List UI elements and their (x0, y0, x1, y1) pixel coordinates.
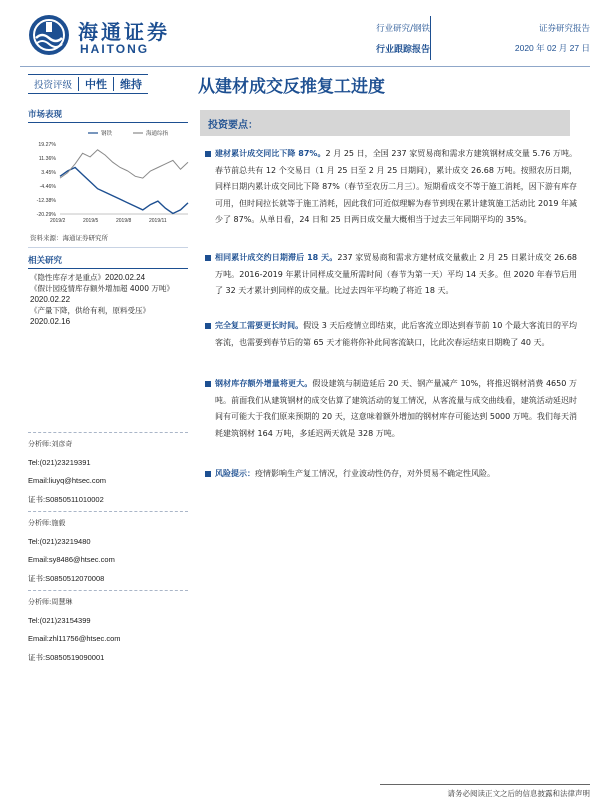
analyst-cert: 证书:S0850519090001 (28, 652, 105, 662)
logo-english: HAITONG (80, 42, 150, 56)
analyst-tel: Tel:(021)23219391 (28, 457, 91, 467)
key-point-lead: 相同累计成交约日期滞后 18 天。 (215, 253, 338, 262)
logo-chinese: 海通证券 (78, 20, 170, 44)
analyst-email[interactable]: Email:zhl11756@htsec.com (28, 634, 121, 643)
related-list (30, 272, 190, 327)
chart-source: 资料来源：海通证券研究所 (30, 234, 108, 242)
related-item-date: 2020.02.24 (105, 273, 146, 282)
analyst-name: 分析师:周慧琳 (28, 598, 73, 606)
related-item[interactable] (30, 305, 190, 327)
rating-action: 维持 (120, 78, 143, 91)
x-tick-label: 2019/11 (149, 218, 167, 224)
key-point-body: 2 月 25 日，全国 237 家贸易商和需求方建筑钢材成交量 5.76 万吨。春节前总共有 12 个交易日（1 月 25 日至 2 月 25 日期间），累计成交 26.68 万吨。按照农历日期，同样日期内累计成交同比下降 87%（春节至农历二月三）。短期看成交不等于施工消耗，因下游有库存可用，但时间拉长就等于施工消耗，因此我们可近似理解为春节到现在累计建筑施工活动比 2019 年减少了 87%。从单日看，24 日和 25 日两日成交量大概相当于过去三年同期平均的 35%。 (215, 149, 577, 224)
key-points-heading: 投资要点： (208, 120, 258, 131)
key-point-paragraph (215, 376, 577, 442)
market-heading: 市场表现 (28, 110, 63, 120)
section-rule (28, 268, 188, 269)
section-rule (28, 247, 188, 248)
series-line (60, 150, 188, 178)
header-rule (20, 66, 590, 67)
haitong-logo-icon (28, 14, 70, 56)
market-chart (28, 126, 193, 224)
analyst-tel: Tel:(021)23219480 (28, 536, 91, 546)
rating-value: 中性 (85, 78, 108, 91)
analyst-email[interactable]: Email:liuyq@htsec.com (28, 476, 107, 485)
footer-rule (380, 784, 590, 785)
analyst-cert: 证书:S0850511010002 (28, 494, 104, 504)
related-item-date: 2020.02.16 (30, 317, 71, 326)
key-point-lead: 钢材库存额外增量将更大。 (215, 379, 313, 388)
bullet-icon (205, 323, 211, 329)
analyst-card (28, 590, 188, 667)
analyst-cert: 证书:S0850512070008 (28, 573, 105, 583)
analyst-email[interactable]: Email:sy8486@htsec.com (28, 555, 115, 564)
key-point-body: 假设 3 天后疫情立即结束，此后客流立即达到春节前 10 个最大客流日的平均客流，也需要到春节后的第 65 天才能将你补此间客流缺口，比此次春运结束日期晚了 40 天。 (215, 321, 577, 347)
y-tick-label: 19.27% (38, 142, 56, 148)
analyst-name: 分析师:刘彦奇 (28, 440, 73, 448)
bullet-icon (205, 151, 211, 157)
key-point-paragraph (215, 318, 577, 351)
section-rule (28, 122, 188, 123)
report-label: 证券研究报告 (538, 24, 590, 34)
related-item-title: 《隐性库存才是重点》 (30, 273, 105, 282)
key-point-lead: 完全复工需要更长时间。 (215, 321, 304, 330)
analyst-list (28, 432, 188, 669)
series-line (60, 168, 188, 214)
related-item-title: 《产量下降，供给有利，原料受压》 (30, 306, 150, 315)
x-tick-label: 2019/5 (83, 218, 99, 224)
key-point-body: 假设建筑与制造延后 20 天、钢产量减产 10%，将推迟钢材消费 4650 万吨。前面我们从建筑钢材的成交估算了建筑活动的复工情况，从客流量与成交曲线看，建筑活动延迟时间有可能大于我们原来预期的 20 天，这意味着额外增加的钢材库存可能达到 5000 万吨。我们每天消耗建筑钢材 164 万吨，多延迟两天就是 328 万吨。 (215, 379, 577, 438)
key-point-paragraph (215, 250, 577, 300)
key-point-paragraph (215, 466, 577, 483)
analyst-name: 分析师:施毅 (28, 519, 66, 527)
x-tick-label: 2019/8 (116, 218, 132, 224)
report-type: 行业跟踪报告 (375, 45, 430, 55)
analyst-tel: Tel:(021)23154399 (28, 615, 91, 625)
related-heading: 相关研究 (28, 256, 63, 266)
x-tick-label: 2019/2 (50, 218, 66, 224)
legend-label: 钢铁 (101, 131, 113, 137)
report-date: 2020 年 02 月 27 日 (514, 43, 590, 53)
y-tick-label: -4.46% (39, 184, 56, 190)
analyst-card (28, 432, 188, 509)
legend-label: 海通综指 (146, 131, 169, 137)
key-point-body: 237 家贸易商和需求方建材成交量截止 2 月 25 日累计成交 26.68 万吨。2016-2019 年累计同样成交量所需时间（春节为第一天）平均 14 天多。但 2020 年春节后用了 32 天才累计到同样的成交量。比过去四年平均晚了将近 18 天。 (215, 253, 577, 295)
report-category: 行业研究/钢铁 (376, 24, 430, 34)
y-tick-label: -20.29% (36, 212, 56, 218)
key-point-lead: 建材累计成交同比下降 87%。 (215, 149, 326, 158)
bullet-icon (205, 381, 211, 387)
key-point-lead: 风险提示： (215, 469, 255, 478)
bullet-icon (205, 471, 211, 477)
header-divider (430, 16, 431, 60)
page-title: 从建材成交反推复工进度 (198, 77, 385, 97)
key-point-body: 疫情影响生产复工情况，行业波动性仍存，对外贸易不确定性风险。 (255, 469, 495, 478)
related-item[interactable] (30, 272, 190, 283)
bullet-icon (205, 255, 211, 261)
rating-label: 投资评级 (34, 80, 73, 91)
rating-bar (28, 74, 148, 94)
related-item[interactable] (30, 283, 190, 305)
related-item-title: 《假计园疫情库存额外增加超 4000 万吨》 (30, 284, 174, 293)
key-point-paragraph (215, 146, 577, 229)
y-tick-label: 11.36% (38, 156, 56, 162)
analyst-card (28, 511, 188, 588)
y-tick-label: 3.45% (41, 170, 56, 176)
footer-disclaimer: 请务必阅读正文之后的信息披露和法律声明 (447, 789, 590, 798)
y-tick-label: -12.38% (36, 198, 56, 204)
related-item-date: 2020.02.22 (30, 295, 71, 304)
